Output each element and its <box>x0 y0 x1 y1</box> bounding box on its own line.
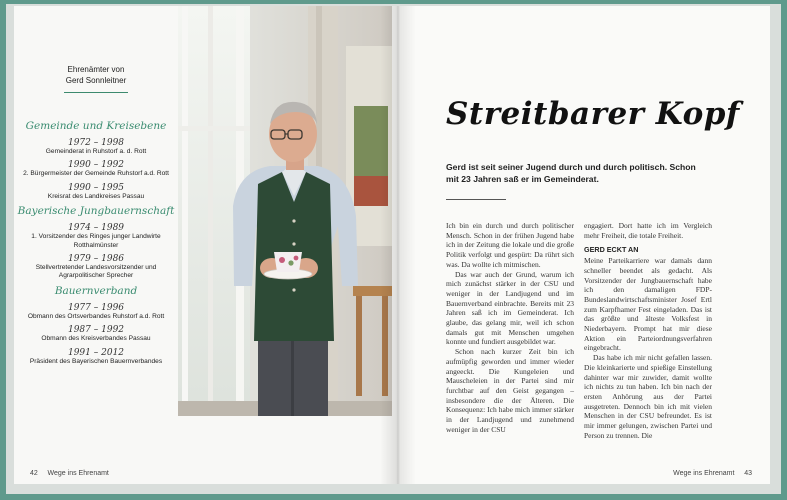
office-years: 1987 – 1992 <box>67 325 125 336</box>
sidebar-section-title: Bauernverband <box>54 284 138 297</box>
office-role: Stellvertretender Landesvorsitzender und Agrarpolitischer Sprecher <box>35 264 157 280</box>
text-column-2 <box>584 221 712 440</box>
sidebar-heading-line2: Gerd Sonnleitner <box>65 76 127 85</box>
office-role: Gemeinderat in Ruhstorf a. d. Rott <box>45 148 147 155</box>
office-role: 2. Bürgermeister der Gemeinde Ruhstorf a.d. Rott <box>23 170 169 178</box>
left-page <box>14 6 398 484</box>
left-running-title: Wege ins Ehrenamt <box>47 470 109 477</box>
office-years: 1979 – 1986 <box>67 254 125 265</box>
honorary-offices-sidebar <box>14 6 178 484</box>
office-role: Obmann des Kreisverbandes Passau <box>41 335 151 343</box>
sidebar-section-title: Gemeinde und Kreisebene <box>25 120 167 132</box>
paragraph: Schon nach kurzer Zeit bin ich aufmüpfig geworden und immer wieder angeeckt. Die Kungeleien und Mauscheleien in der Partei sind mir furchtbar auf den Geist gegangen – insbesondere die der Älteren. Die Konsequenz: Ich habe mich immer stärker in der Landjugend und zunehmend weniger in der CSU <box>446 347 574 434</box>
article-title: Streitbarer Kopf <box>446 96 740 132</box>
paragraph: Das habe ich mir nicht gefallen lassen. Die kleinkarierte und spießige Einstellung dahinter war mir zuwider, damit wollte ich nichts zu tun haben. Ich bin nach der ersten Anhörung aus der Partei ausgetreten. Dennoch bin ich mit vielen Menschen in der CSU befreundet. Es ist mir immer gelungen, zwischen Partei und Person zu trennen. Die <box>584 353 712 440</box>
left-page-number: 42 <box>30 470 38 477</box>
office-years: 1974 – 1989 <box>67 223 125 234</box>
paragraph: Das war auch der Grund, warum ich mich zunächst stärker in der CSU und weniger in der Landjugend und im Bauernverband einbrachte. Bereits mit 23 Jahren saß ich im Gemeinderat. Ich glaube, das gelang mir, weil ich schon damals gut mit Menschen umgehen konnte und fundiert ausgebildet war. <box>446 269 574 347</box>
left-footer <box>30 470 109 477</box>
office-years: 1990 – 1992 <box>67 160 125 171</box>
office-years: 1990 – 1995 <box>67 182 125 193</box>
right-running-title: Wege ins Ehrenamt <box>673 470 735 477</box>
text-column-1 <box>446 221 574 434</box>
book-gutter <box>380 6 416 484</box>
photo-illustration <box>178 6 392 416</box>
paragraph: Ich bin ein durch und durch politischer Mensch. Schon in der frühen Jugend habe ich in der Zeitung die lokale und die große Politik verfolgt und gespürt: Da rührt sich was. Da wollte ich mitmischen. <box>446 221 574 269</box>
office-years: 1977 – 1996 <box>67 302 125 313</box>
office-years: 1991 – 2012 <box>67 347 125 358</box>
sidebar-divider <box>64 92 128 93</box>
paragraph: engagiert. Dort hatte ich im Vergleich mehr Freiheit, die totale Freiheit. <box>584 221 712 240</box>
lead-divider <box>446 199 506 200</box>
right-page-number: 43 <box>744 470 752 477</box>
offices-list <box>14 116 178 370</box>
article-lead: Gerd ist seit seiner Jugend durch und durch politisch. Schon mit 23 Jahren saß er im Gemeinderat. <box>446 162 696 184</box>
right-page <box>398 6 770 484</box>
office-years: 1972 – 1998 <box>67 138 125 148</box>
portrait-photo <box>178 6 392 416</box>
office-role: Obmann des Ortsverbandes Ruhstorf a.d. Rott <box>27 312 165 320</box>
office-role: Präsident des Bayerischen Bauernverbandes <box>29 357 163 365</box>
paragraph: Meine Parteikarriere war damals dann schneller beendet als gedacht. Als Vorsitzender der Jungbauernschaft habe ich den damaligen FDP-Bundeslandwirtschaftsminister Josef Ertl zum Karpfhamer Fest eingeladen. Das ist das größte und älteste Volksfest in Niederbayern. Prompt hat mir diese Aktion ein Parteiordnungsverfahren eingebracht. <box>584 256 712 353</box>
subheading: GERD ECKT AN <box>584 245 639 255</box>
right-footer <box>673 470 752 477</box>
office-role: 1. Vorsitzender des Ringes junger Landwirte Rotthalmünster <box>31 233 161 249</box>
sidebar-section-title: Bayerische Jungbauernschaft <box>17 205 175 218</box>
sidebar-heading-line1: Ehrenämter von <box>67 65 125 74</box>
office-role: Kreisrat des Landkreises Passau <box>47 192 145 200</box>
sidebar-heading <box>14 64 178 86</box>
